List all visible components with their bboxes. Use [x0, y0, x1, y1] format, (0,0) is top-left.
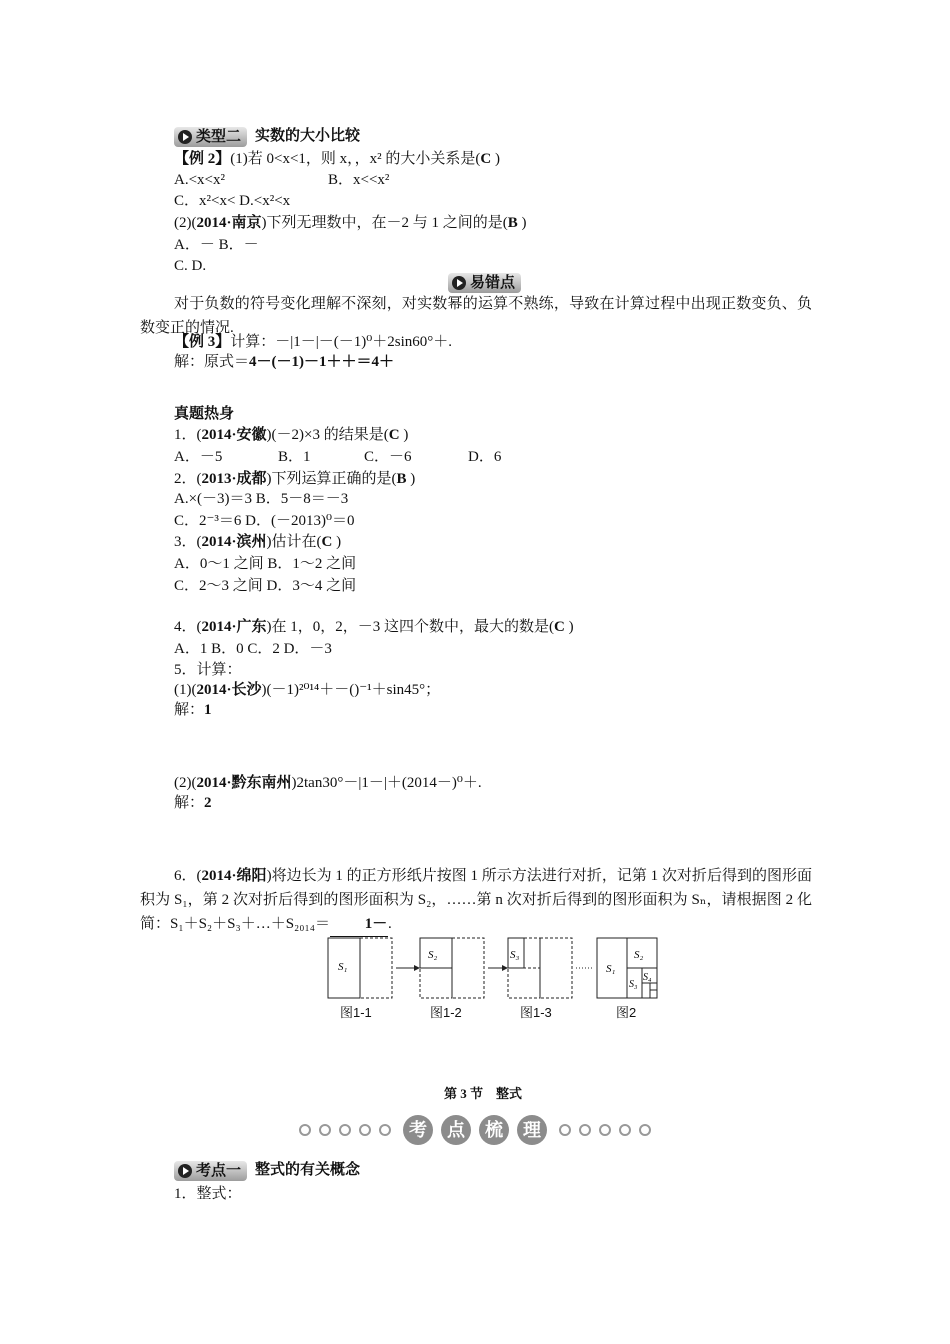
answer: C	[388, 427, 400, 443]
play-icon	[452, 276, 466, 290]
option-b: B．1	[278, 449, 311, 465]
warmup-title: 真题热身	[174, 406, 235, 422]
kaodian-title: 整式的有关概念	[255, 1161, 361, 1178]
q4: 4．(2014·广东)在 1，0，2，－3 这四个数中，最大的数是(C )	[174, 619, 574, 635]
dot-icon	[379, 1124, 391, 1136]
dot-icon	[559, 1124, 571, 1136]
example3-q	[174, 332, 452, 352]
banner-kaodian	[0, 1115, 950, 1145]
option-d: D．6	[468, 449, 502, 465]
solution-text: 4－(－1)－1＋＋＝4＋	[249, 354, 395, 370]
label-s2: S₂	[428, 949, 438, 961]
q5-1-solution: 解：1	[174, 702, 212, 718]
square-half-dashed	[360, 938, 392, 998]
example2-options1	[174, 170, 390, 190]
q3-options-cd: C．2～3 之间 D．3～4 之间	[174, 578, 357, 594]
question-text: (1)若 0<x<1，则 x，，x² 的大小关系是(	[230, 151, 481, 167]
example2-options2-ab: A．－ B．－	[174, 237, 259, 253]
play-icon	[178, 1164, 192, 1178]
item-1: 1．整式：	[174, 1186, 242, 1202]
q6: 6．(2014·绵阳)将边长为 1 的正方形纸片按图 1 所示方法进行对折，记第 1 次对折后得到的图形面积为 S₁，第 2 次对折后得到的图形面积为 S₂，……第 n 次对折后得到的图形面积为 Sₙ，请根据图 2 化简：S₁＋S₂＋S₃＋…＋S₂₀₁₄＝ 1－.	[140, 864, 812, 937]
section-header-type2	[174, 126, 360, 147]
dot-icon	[319, 1124, 331, 1136]
error-header	[448, 272, 529, 293]
q5-2: (2)(2014·黔东南州)2tan30°－|1－|＋(2014－)⁰＋.	[174, 775, 482, 791]
play-icon	[178, 130, 192, 144]
section-heading: 第 3 节 整式	[444, 1086, 523, 1101]
caption-fig2: 图2	[616, 1005, 637, 1020]
q2-options-ab: A.×(－3)＝3 B．5－8＝－3	[174, 491, 349, 507]
svg-text:S₁: S₁	[606, 963, 616, 975]
q5-1: (1)(2014·长沙)(－1)²⁰¹⁴＋－()⁻¹＋sin45°；	[174, 682, 441, 698]
folding-figure	[320, 936, 665, 1002]
q3: 3．(2014·滨州)估计在(C )	[174, 534, 342, 550]
banner-char: 点	[441, 1115, 471, 1145]
answer: C	[321, 534, 333, 550]
option-a: A．－5	[174, 449, 223, 465]
arrow-head-2	[502, 965, 508, 971]
svg-text:S₃: S₃	[629, 979, 638, 990]
q5-2-solution: 解：2	[174, 795, 212, 811]
kaodian-badge: 考点一	[174, 1161, 247, 1181]
error-badge: 易错点	[448, 273, 521, 293]
error-paragraph: 对于负数的符号变化理解不深刻，对实数幂的运算不熟练，导致在计算过程中出现正数变负、负数变正的情况.	[140, 296, 812, 336]
answer: C	[480, 151, 492, 167]
source: 2014·长沙	[196, 682, 262, 698]
caption-fig1-3: 图1-3	[520, 1005, 552, 1020]
caption-fig1-2: 图1-2	[430, 1005, 462, 1020]
q2: 2．(2013·成都)下列运算正确的是(B )	[174, 471, 416, 487]
caption-fig1-1: 图1-1	[340, 1005, 372, 1020]
q2-options-cd: C．2⁻³＝6 D．(－2013)⁰＝0	[174, 513, 355, 529]
label-s3: S₃	[510, 949, 520, 961]
source: 2014·绵阳	[201, 868, 267, 884]
question-text: 计算：－|1－|－(－1)⁰＋2sin60°＋.	[230, 334, 453, 350]
answer: C	[554, 619, 565, 635]
label-s1: S₁	[338, 961, 348, 973]
example-label: 【例 3】	[174, 334, 231, 350]
banner-char: 理	[517, 1115, 547, 1145]
example-label: 【例 2】	[174, 151, 231, 167]
dot-icon	[599, 1124, 611, 1136]
dot-icon	[299, 1124, 311, 1136]
source: 2013·成都	[201, 471, 267, 487]
q3-options-ab: A．0～1 之间 B．1～2 之间	[174, 556, 357, 572]
svg-text:S₄: S₄	[643, 972, 652, 983]
source: 2014·安徽	[201, 427, 267, 443]
banner-char: 梳	[479, 1115, 509, 1145]
question-text: )将边长为 1 的正方形纸片按图 1 所示方法进行对折，记第 1 次对折后得到的图形面积为 S₁，第 2 次对折后得到的图形面积为 S₂，……第 n 次对折后得到的图形面积为 Sₙ，请根据图 2 化简：S₁＋S₂＋S₃＋…＋S₂₀₁₄＝	[140, 868, 813, 932]
q5: 5．计算：	[174, 662, 242, 678]
answer-blank: 1－	[330, 912, 388, 937]
dot-icon	[639, 1124, 651, 1136]
source: 2014·滨州	[201, 534, 267, 550]
arrow-head-1	[414, 965, 420, 971]
option-a: A.<x<x²	[174, 172, 225, 188]
option-b: B．x<<x²	[328, 172, 390, 188]
q1: 1．(2014·安徽)(－2)×3 的结果是(C )	[174, 427, 409, 443]
example2-q2: (2)(2014·南京)下列无理数中，在－2 与 1 之间的是(B )	[174, 215, 527, 231]
type2-badge: 类型二	[174, 127, 247, 147]
source: 2014·黔东南州	[196, 775, 292, 791]
svg-text:S₂: S₂	[634, 949, 644, 961]
solution-text: 1	[204, 702, 212, 718]
example3-solution: 解：原式＝4－(－1)－1＋＋＝4＋	[174, 354, 395, 370]
kaodian1-header	[174, 1160, 360, 1181]
example2-q1: 【例 2】(1)若 0<x<1，则 x，，x² 的大小关系是(C )	[174, 151, 501, 167]
dot-icon	[339, 1124, 351, 1136]
example2-options2-cd: C. D.	[174, 258, 207, 274]
source: 2014·广东	[201, 619, 267, 635]
q1-options	[174, 447, 502, 467]
source: 2014·南京	[196, 215, 262, 231]
dot-icon	[359, 1124, 371, 1136]
dot-icon	[579, 1124, 591, 1136]
dot-icon	[619, 1124, 631, 1136]
answer: B	[396, 471, 407, 487]
example2-options1-cd: C．x²<x< D.<x²<x	[174, 193, 291, 209]
banner-char: 考	[403, 1115, 433, 1145]
type2-title: 实数的大小比较	[255, 127, 361, 144]
q4-options: A．1 B．0 C．2 D．－3	[174, 641, 332, 657]
solution-text: 2	[204, 795, 212, 811]
option-c: C．－6	[364, 449, 412, 465]
answer: B	[507, 215, 518, 231]
